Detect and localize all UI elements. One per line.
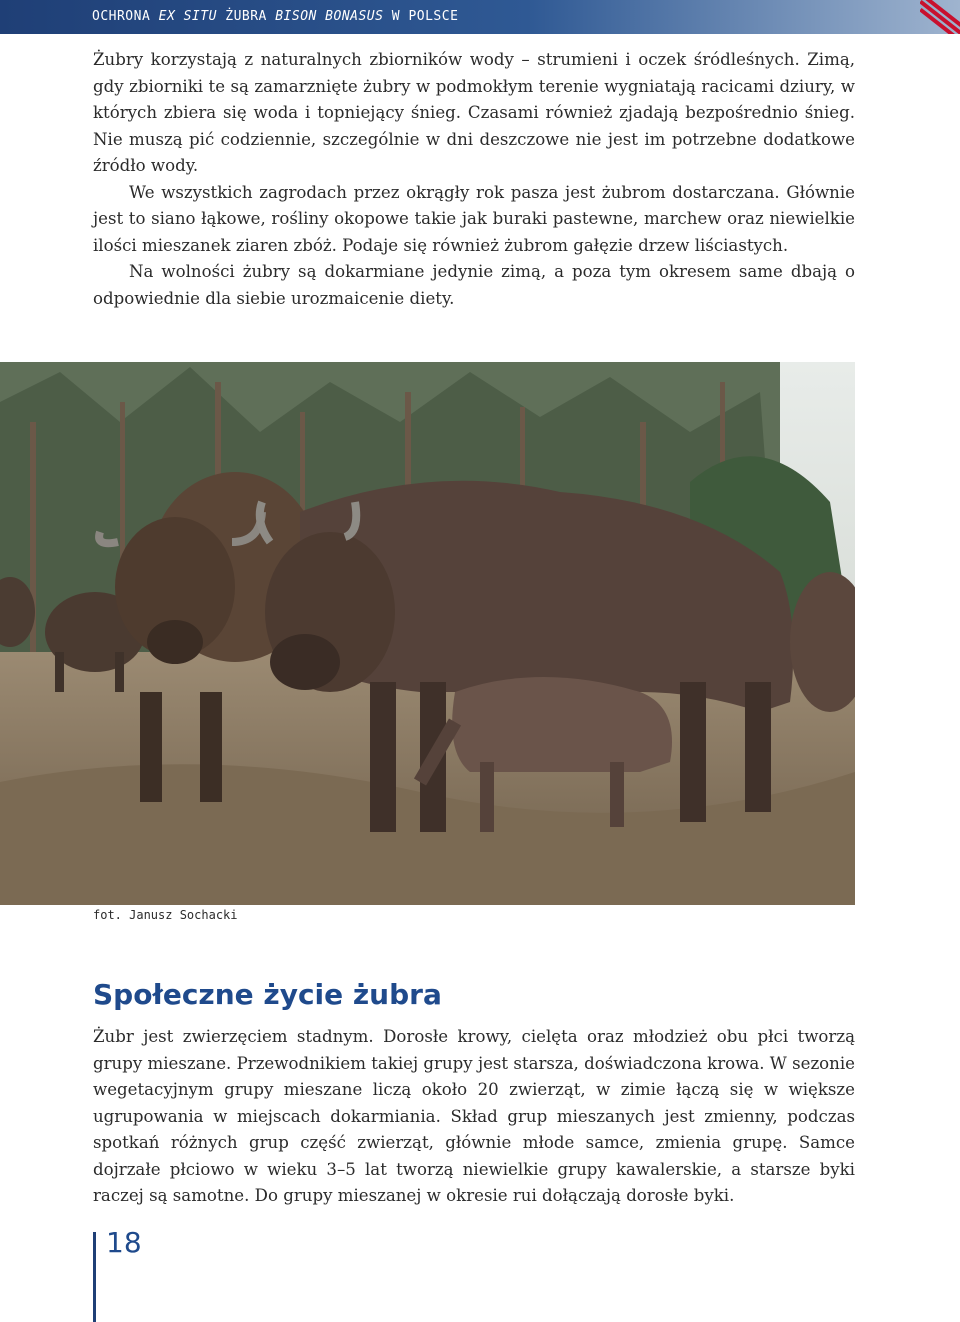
section-paragraph: Żubr jest zwierzęciem stadnym. Dorosłe krowy, cielęta oraz młodzież obu płci tworzą grupy mieszane. Przewodnikiem takiej grupy jest starsza, doświadczona krowa. W sezonie wegetacyjnym grupy mieszane liczą około 20 zwierząt, w zimie łączą się w większe ugrupowania w miejscach dokarmiania. Skład grup mieszanych jest zmienny, podczas spotkań różnych grup część zwierząt, głównie młode samce, zmienia grupę. Samce dojrzałe płciowo w wieku 3–5 lat tworzą niewielkie grupy kawalerskie, a starsze byki raczej są samotne. Do grupy mieszanej w okresie rui dołączają dorosłe byki. (93, 1027, 855, 1205)
running-header (92, 9, 458, 24)
header-text-2: ŻUBRA (216, 9, 276, 24)
bison-herd-illustration (0, 362, 855, 905)
corner-stripe-decoration (920, 0, 960, 34)
intro-paragraph: Żubry korzystają z naturalnych zbiorników wody – strumieni i oczek śródleśnych. Zimą, gdy zbiorniki te są zamarznięte żubry w podmokłym terenie wygniatają racicami dziury, w których zbiera się woda i topniejący śnieg. Czasami również zjadają bezpośrednio śnieg. Nie muszą pić codziennie, szczególnie w dni deszczowe nie jest im potrzebne dodatkowe źródło wody. (93, 50, 855, 175)
section-title: Społeczne życie żubra (93, 978, 442, 1011)
header-text-italic-1: EX SITU (158, 9, 217, 24)
section-text (93, 1024, 855, 1210)
header-text-italic-2: BISON BONASUS (275, 9, 384, 24)
intro-paragraph: Na wolności żubry są dokarmiane jedynie zimą, a poza tym okresem same dbają o odpowiednie dla siebie urozmaicenie diety. (93, 262, 855, 308)
header-text-3: W POLSCE (383, 9, 459, 24)
page-number-rule (93, 1232, 96, 1322)
header-text-1: OCHRONA (92, 9, 159, 24)
photo-caption: fot. Janusz Sochacki (93, 908, 238, 922)
page-number: 18 (106, 1226, 142, 1259)
intro-text (93, 47, 855, 312)
bison-photo (0, 362, 855, 905)
intro-paragraph: We wszystkich zagrodach przez okrągły rok pasza jest żubrom dostarczana. Głównie jest to siano łąkowe, rośliny okopowe takie jak buraki pastewne, marchew oraz niewielkie ilości mieszanek ziaren zbóż. Podaje się również żubrom gałęzie drzew liściastych. (93, 182, 855, 255)
header-bar (0, 0, 960, 34)
